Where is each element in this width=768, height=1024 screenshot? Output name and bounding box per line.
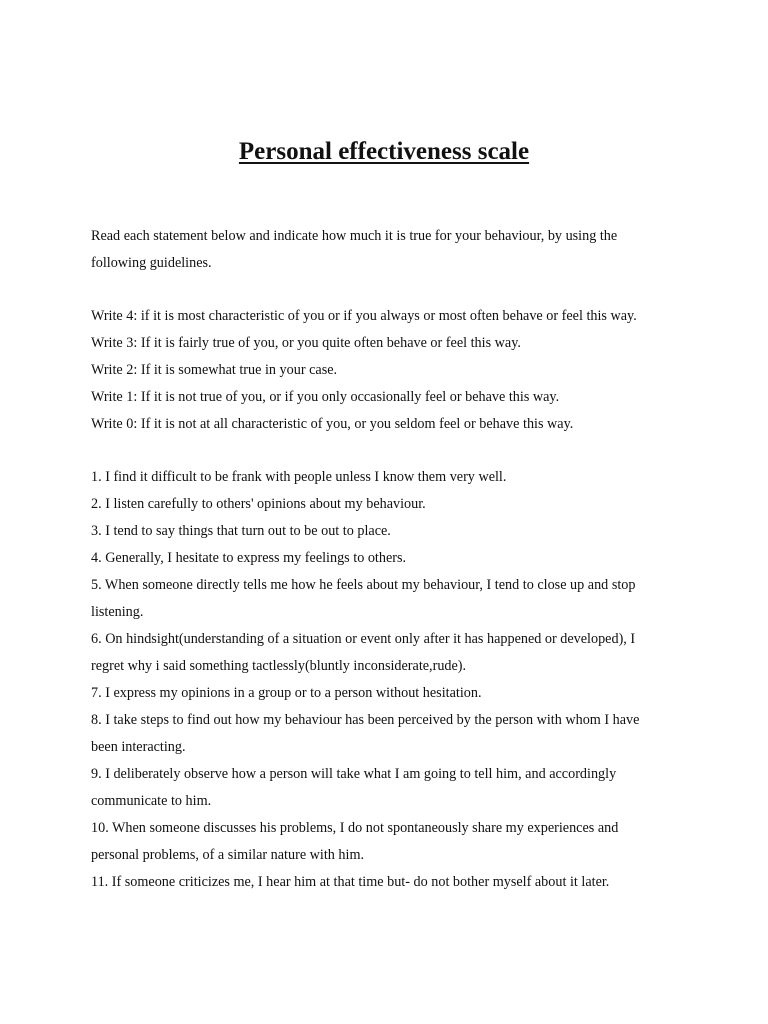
- statement-line: 8. I take steps to find out how my behaviour has been perceived by the person with whom I have: [91, 712, 640, 728]
- statement-line: communicate to him.: [91, 793, 212, 809]
- rating-guideline-0: Write 0: If it is not at all characteristic of you, or you seldom feel or behave this way.: [91, 416, 574, 432]
- instructions-line: following guidelines.: [91, 255, 212, 271]
- statement-item-11: [91, 869, 691, 896]
- document-title: Personal effectiveness scale: [238, 138, 530, 165]
- statement-line: 6. On hindsight(understanding of a situation or event only after it has happened or developed), I: [91, 631, 636, 647]
- rating-guideline-1: Write 1: If it is not true of you, or if you only occasionally feel or behave this way.: [91, 389, 560, 405]
- statement-line: 1. I find it difficult to be frank with people unless I know them very well.: [91, 469, 507, 485]
- statement-line: 7. I express my opinions in a group or to a person without hesitation.: [91, 685, 482, 701]
- statement-line: 2. I listen carefully to others' opinions about my behaviour.: [91, 496, 426, 512]
- statement-line: been interacting.: [91, 739, 186, 755]
- statement-line: personal problems, of a similar nature with him.: [91, 847, 365, 863]
- statement-line: regret why i said something tactlessly(bluntly inconsiderate,rude).: [91, 658, 467, 674]
- statement-line: 11. If someone criticizes me, I hear him at that time but- do not bother myself about it later.: [91, 874, 610, 890]
- statement-line: 4. Generally, I hesitate to express my feelings to others.: [91, 550, 407, 566]
- rating-guideline-2: Write 2: If it is somewhat true in your case.: [91, 362, 338, 378]
- statement-item-2: [91, 491, 691, 518]
- instructions-paragraph: [91, 223, 691, 277]
- statement-item-10: [91, 815, 691, 869]
- statement-line: 9. I deliberately observe how a person will take what I am going to tell him, and accordingly: [91, 766, 617, 782]
- statement-line: listening.: [91, 604, 144, 620]
- statement-item-3: [91, 518, 691, 545]
- statement-item-4: [91, 545, 691, 572]
- statement-item-1: [91, 464, 691, 491]
- instructions-line: Read each statement below and indicate how much it is true for your behaviour, by using the: [91, 228, 618, 244]
- statement-item-8: [91, 707, 691, 761]
- statement-item-6: [91, 626, 691, 680]
- statement-line: 5. When someone directly tells me how he feels about my behaviour, I tend to close up and stop: [91, 577, 636, 593]
- rating-guideline-4: Write 4: if it is most characteristic of you or if you always or most often behave or feel this way.: [91, 308, 637, 324]
- statement-item-7: [91, 680, 691, 707]
- rating-guidelines: [91, 303, 691, 438]
- statement-list: [91, 464, 691, 896]
- statement-line: 10. When someone discusses his problems, I do not spontaneously share my experiences and: [91, 820, 619, 836]
- statement-item-9: [91, 761, 691, 815]
- rating-guideline-3: Write 3: If it is fairly true of you, or you quite often behave or feel this way.: [91, 335, 521, 351]
- statement-item-5: [91, 572, 691, 626]
- statement-line: 3. I tend to say things that turn out to be out to place.: [91, 523, 391, 539]
